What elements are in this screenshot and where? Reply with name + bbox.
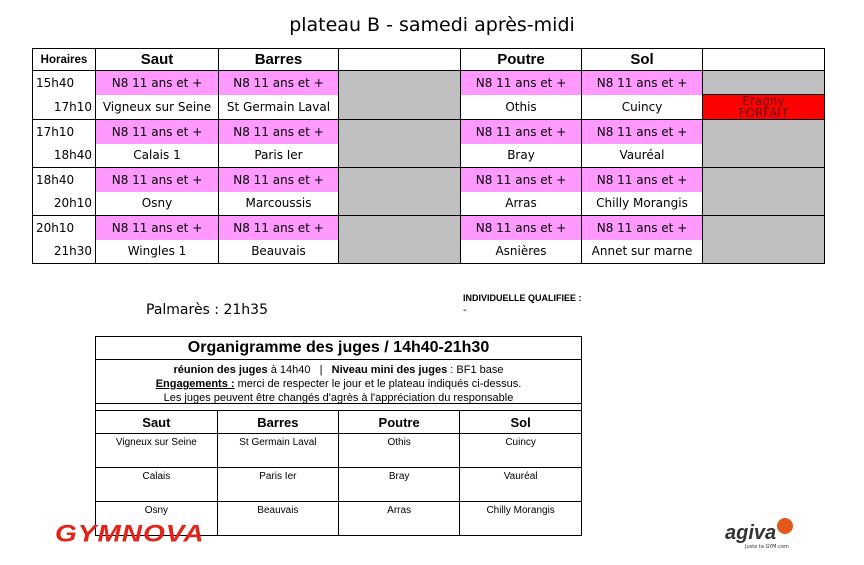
niveau-label: Niveau mini des juges [331, 364, 448, 376]
judges-meeting-line [96, 363, 581, 377]
engagements-text: merci de respecter le jour et le plateau indiqués ci-dessus. [234, 378, 522, 390]
individuelle-label: INDIVIDUELLE QUALIFIEE : [463, 293, 582, 303]
empty-gray-cell [703, 168, 825, 216]
judge-club: Bray [339, 468, 460, 502]
judges-row [96, 434, 581, 468]
category-cell: N8 11 ans et + [461, 216, 582, 240]
forfait-cell [703, 95, 825, 120]
judges-info [96, 360, 581, 404]
club-saut: Calais 1 [96, 144, 219, 168]
club-saut: Vigneux sur Seine [96, 95, 219, 120]
judge-club: Vigneux sur Seine [96, 434, 217, 468]
palmares-time: Palmarès : 21h35 [146, 302, 268, 318]
category-cell: N8 11 ans et + [461, 71, 582, 95]
category-cell: N8 11 ans et + [582, 216, 703, 240]
header-empty-2 [703, 49, 825, 71]
club-sol: Annet sur marne [582, 240, 703, 264]
category-cell: N8 11 ans et + [582, 71, 703, 95]
category-cell: N8 11 ans et + [96, 216, 219, 240]
judge-club: Calais [96, 468, 217, 502]
club-poutre: Bray [461, 144, 582, 168]
slot-start: 18h40 [33, 168, 96, 192]
judge-club: Beauvais [217, 502, 338, 536]
judge-club: Paris Ier [217, 468, 338, 502]
category-cell: N8 11 ans et + [96, 120, 219, 144]
empty-gray-cell [339, 120, 461, 168]
club-barres: St Germain Laval [219, 95, 339, 120]
niveau-value: : BF1 base [447, 364, 504, 376]
info-separator: | [319, 364, 323, 376]
club-saut: Wingles 1 [96, 240, 219, 264]
forfait-status: FORFAIT [738, 106, 789, 120]
judges-table [96, 410, 581, 535]
empty-gray-cell [703, 71, 825, 95]
club-poutre: Othis [461, 95, 582, 120]
judge-club: Arras [339, 502, 460, 536]
judge-club: Osny [96, 502, 217, 536]
schedule-header-row [33, 49, 825, 71]
engagements-label: Engagements : [155, 378, 235, 390]
category-cell: N8 11 ans et + [219, 120, 339, 144]
slot-row-top [33, 71, 825, 95]
club-poutre: Asnières [461, 240, 582, 264]
category-cell: N8 11 ans et + [461, 120, 582, 144]
header-barres: Barres [219, 49, 339, 71]
judges-row [96, 468, 581, 502]
individuelle-value: - [463, 305, 467, 316]
empty-gray-cell [703, 216, 825, 264]
forfait-club: Eragny [742, 94, 785, 108]
slot-start: 20h10 [33, 216, 96, 240]
club-poutre: Arras [461, 192, 582, 216]
slot-start: 17h10 [33, 120, 96, 144]
club-barres: Beauvais [219, 240, 339, 264]
category-cell: N8 11 ans et + [96, 71, 219, 95]
judges-header-sol: Sol [460, 411, 581, 434]
category-cell: N8 11 ans et + [219, 216, 339, 240]
reunion-value: à 14h40 [267, 364, 311, 376]
club-sol: Vauréal [582, 144, 703, 168]
agiva-tagline: Juste ta GYM.com [745, 544, 789, 550]
agiva-circle-icon [777, 518, 793, 534]
judges-title: Organigramme des juges / 14h40-21h30 [96, 337, 581, 360]
judge-club: Cuincy [460, 434, 581, 468]
slot-row-top [33, 120, 825, 144]
judge-club: Chilly Morangis [460, 502, 581, 536]
slot-end: 17h10 [33, 95, 96, 120]
judge-club: Vauréal [460, 468, 581, 502]
header-empty-1 [339, 49, 461, 71]
empty-gray-cell [703, 120, 825, 168]
judges-header-row [96, 411, 581, 434]
club-sol: Cuincy [582, 95, 703, 120]
category-cell: N8 11 ans et + [96, 168, 219, 192]
slot-row-top [33, 216, 825, 240]
empty-gray-cell [339, 168, 461, 216]
schedule-table [32, 48, 825, 264]
judges-header-saut: Saut [96, 411, 217, 434]
page-title: plateau B - samedi après-midi [289, 14, 575, 36]
judge-club: St Germain Laval [217, 434, 338, 468]
category-cell: N8 11 ans et + [582, 168, 703, 192]
agiva-wordmark: agiva [725, 522, 777, 544]
slot-row-top [33, 168, 825, 192]
header-poutre: Poutre [461, 49, 582, 71]
empty-gray-cell [339, 71, 461, 120]
slot-start: 15h40 [33, 71, 96, 95]
club-barres: Marcoussis [219, 192, 339, 216]
slot-end: 18h40 [33, 144, 96, 168]
judges-panel [95, 336, 582, 536]
judges-header-poutre: Poutre [339, 411, 460, 434]
header-sol: Sol [582, 49, 703, 71]
gymnova-logo: GYMNOVA [55, 520, 205, 547]
reunion-label: réunion des juges [173, 364, 268, 376]
category-cell: N8 11 ans et + [582, 120, 703, 144]
slot-end: 21h30 [33, 240, 96, 264]
judge-club: Othis [339, 434, 460, 468]
agiva-logo [725, 522, 793, 550]
slot-end: 20h10 [33, 192, 96, 216]
category-cell: N8 11 ans et + [219, 71, 339, 95]
header-horaires: Horaires [33, 49, 96, 71]
engagements-line [96, 377, 581, 391]
club-saut: Osny [96, 192, 219, 216]
empty-gray-cell [339, 216, 461, 264]
judges-header-barres: Barres [217, 411, 338, 434]
club-barres: Paris Ier [219, 144, 339, 168]
header-saut: Saut [96, 49, 219, 71]
club-sol: Chilly Morangis [582, 192, 703, 216]
category-cell: N8 11 ans et + [219, 168, 339, 192]
category-cell: N8 11 ans et + [461, 168, 582, 192]
judges-note: Les juges peuvent être changés d'agrès à l'appréciation du responsable [163, 392, 514, 404]
